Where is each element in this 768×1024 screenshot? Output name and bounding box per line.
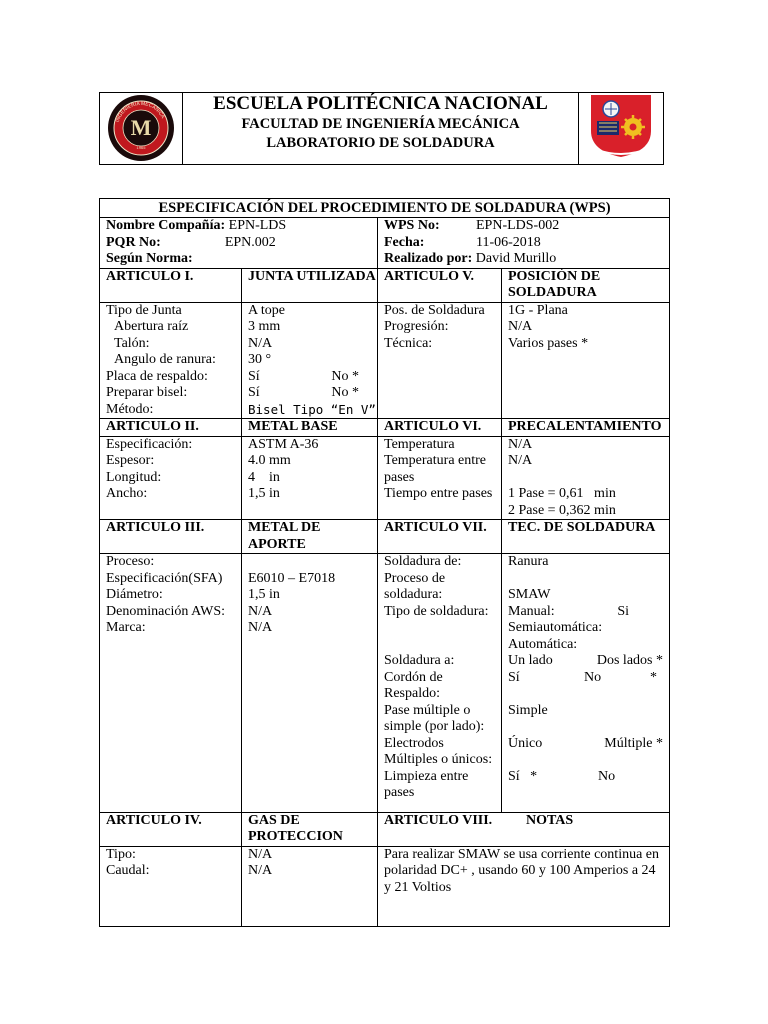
by-label: Realizado por: — [384, 251, 473, 266]
value: 1G - Plana — [508, 302, 568, 318]
art5-labels — [378, 302, 502, 419]
dos-lados: Dos lados * — [596, 653, 663, 668]
header-titles — [183, 93, 578, 153]
seal-ring-text: INGENIERÍA MECÁNICA — [114, 100, 166, 123]
value: 3 mm — [248, 319, 281, 334]
bisel-no: No * — [331, 385, 359, 400]
date-label: Fecha: — [384, 234, 425, 250]
right-logo-cell — [578, 93, 663, 164]
label: Talón: — [114, 335, 150, 351]
art1-title: JUNTA UTILIZADA — [242, 268, 378, 302]
cordon-si: Sí — [508, 669, 520, 685]
seal-year: 1965 — [136, 145, 146, 150]
label: Electrodos Múltiples o únicos: — [384, 735, 493, 767]
art3-head: ARTICULO III. — [100, 520, 242, 554]
value: Simple — [508, 702, 548, 718]
label: Placa de respaldo: — [106, 368, 208, 384]
placa-no: No * — [331, 368, 359, 384]
art5-head: ARTICULO V. — [378, 268, 502, 302]
label: Angulo de ranura: — [114, 352, 216, 367]
metodo-value: Bisel Tipo “En V” — [248, 401, 376, 417]
epn-shield-icon — [585, 93, 657, 159]
document-header — [99, 92, 664, 165]
art8-head-cell — [378, 812, 670, 846]
art4-title: GAS DE PROTECCION — [242, 812, 378, 846]
company-value: EPN-LDS — [228, 218, 287, 233]
label: Tiempo entre pases — [384, 486, 493, 501]
art3-values — [242, 554, 378, 813]
label: Proceso de soldadura: — [384, 570, 446, 602]
left-logo-cell — [100, 93, 183, 164]
value: Varios pases * — [508, 335, 589, 351]
label: Caudal: — [106, 863, 150, 878]
manual-value: Si — [617, 603, 629, 619]
label: Tipo de soldadura: — [384, 603, 489, 619]
value: SMAW — [508, 587, 551, 602]
wps-table — [99, 198, 670, 927]
art7-head: ARTICULO VII. — [378, 520, 502, 554]
value: N/A — [508, 319, 533, 334]
art1-values — [242, 302, 378, 419]
art4-labels — [100, 846, 242, 926]
value: N/A — [248, 863, 273, 878]
label: Método: — [106, 401, 154, 417]
label: Soldadura a: — [384, 653, 455, 668]
cordon-no: No — [584, 669, 602, 685]
label: Longitud: — [106, 469, 162, 485]
bisel-si: Sí — [248, 385, 260, 400]
art4-head: ARTICULO IV. — [100, 812, 242, 846]
label: Especificación: — [106, 436, 193, 452]
art2-values — [242, 436, 378, 520]
label: Tipo: — [106, 846, 136, 862]
art3-labels — [100, 554, 242, 813]
label: Especificación(SFA) — [106, 570, 223, 586]
art6-labels — [378, 436, 502, 520]
label: Tipo de Junta — [106, 302, 182, 318]
value: N/A — [248, 846, 273, 862]
value: Ranura — [508, 554, 549, 569]
art1-head: ARTICULO I. — [100, 268, 242, 302]
art5-values — [502, 302, 670, 419]
pqr-value: EPN.002 — [224, 234, 276, 250]
lab-name: LABORATORIO DE SOLDADURA — [266, 135, 495, 151]
seal-letter: M — [130, 115, 152, 140]
school-name: ESCUELA POLITÉCNICA NACIONAL — [213, 93, 548, 114]
date-value: 11-06-2018 — [476, 234, 541, 250]
label: Marca: — [106, 620, 146, 635]
art4-values — [242, 846, 378, 926]
art8-head: ARTICULO VIII. — [384, 812, 493, 828]
faculty-name: FACULTAD DE INGENIERÍA MECÁNICA — [241, 116, 520, 132]
label: Pase múltiple o simple (por lado): — [384, 702, 485, 734]
placa-si: Sí — [248, 368, 260, 384]
art1-labels — [100, 302, 242, 419]
auto-label: Automática: — [508, 636, 578, 652]
label: Temperatura — [384, 436, 455, 452]
value: 1,5 in — [248, 587, 280, 602]
art7-labels — [378, 554, 502, 813]
label: Progresión: — [384, 319, 449, 334]
norm-label: Según Norma: — [106, 251, 193, 266]
info-right-cell — [378, 218, 670, 269]
multiple: Múltiple * — [604, 735, 663, 751]
unico: Único — [508, 735, 543, 751]
label: Cordón de Respaldo: — [384, 669, 443, 701]
value: 30 ° — [248, 352, 272, 367]
value: 1 Pase = 0,61 min — [508, 486, 616, 501]
art6-values — [502, 436, 670, 520]
wps-value: EPN-LDS-002 — [476, 218, 560, 233]
art8-note: Para realizar SMAW se usa corriente continua en polaridad DC+ , usando 60 y 100 Amperios a 24 y 21 Voltios — [378, 846, 670, 926]
label: Ancho: — [106, 486, 148, 501]
value: N/A — [248, 620, 273, 635]
label: Abertura raíz — [114, 319, 189, 334]
label: Pos. de Soldadura — [384, 302, 485, 318]
label: Denominación AWS: — [106, 603, 226, 619]
label: Diámetro: — [106, 587, 163, 602]
wps-label: WPS No: — [384, 218, 440, 233]
label: Limpieza entre pases — [384, 768, 469, 800]
pqr-label: PQR No: — [106, 234, 161, 250]
value: 2 Pase = 0,362 min — [508, 502, 616, 518]
cordon-star: * — [650, 669, 657, 685]
faculty-seal-icon — [106, 93, 176, 163]
info-left-cell — [100, 218, 378, 269]
value: N/A — [508, 436, 533, 452]
art3-title: METAL DE APORTE — [242, 520, 378, 554]
limpieza-no: No — [598, 768, 616, 784]
art8-title: NOTAS — [526, 812, 574, 828]
value: N/A — [248, 335, 273, 351]
label: Preparar bisel: — [106, 385, 188, 400]
semi-label: Semiautomática: — [508, 620, 603, 635]
label: Espesor: — [106, 453, 155, 468]
manual-label: Manual: — [508, 603, 555, 619]
label: Técnica: — [384, 335, 433, 351]
value: 4.0 mm — [248, 453, 291, 468]
value — [248, 554, 377, 571]
art7-title: TEC. DE SOLDADURA — [502, 520, 670, 554]
limpieza-si: Sí * — [508, 768, 538, 784]
art6-title: PRECALENTAMIENTO — [502, 419, 670, 437]
art5-title: POSICIÓN DE SOLDADURA — [502, 268, 670, 302]
wps-title: ESPECIFICACIÓN DEL PROCEDIMIENTO DE SOLDADURA (WPS) — [100, 199, 670, 218]
value: A tope — [248, 302, 285, 318]
value: N/A — [508, 453, 533, 468]
art7-values — [502, 554, 670, 813]
value: 1,5 in — [248, 486, 280, 501]
art2-labels — [100, 436, 242, 520]
label: Proceso: — [106, 554, 155, 569]
by-value: David Murillo — [475, 251, 557, 266]
value: 4 in — [248, 469, 280, 485]
value: N/A — [248, 603, 273, 619]
art6-head: ARTICULO VI. — [378, 419, 502, 437]
company-label: Nombre Compañía: — [106, 218, 226, 233]
art2-head: ARTICULO II. — [100, 419, 242, 437]
value: ASTM A-36 — [248, 436, 319, 452]
art2-title: METAL BASE — [242, 419, 378, 437]
value: E6010 – E7018 — [248, 570, 336, 586]
un-lado: Un lado — [508, 653, 553, 668]
label: Temperatura entre pases — [384, 453, 487, 485]
label: Soldadura de: — [384, 554, 462, 569]
